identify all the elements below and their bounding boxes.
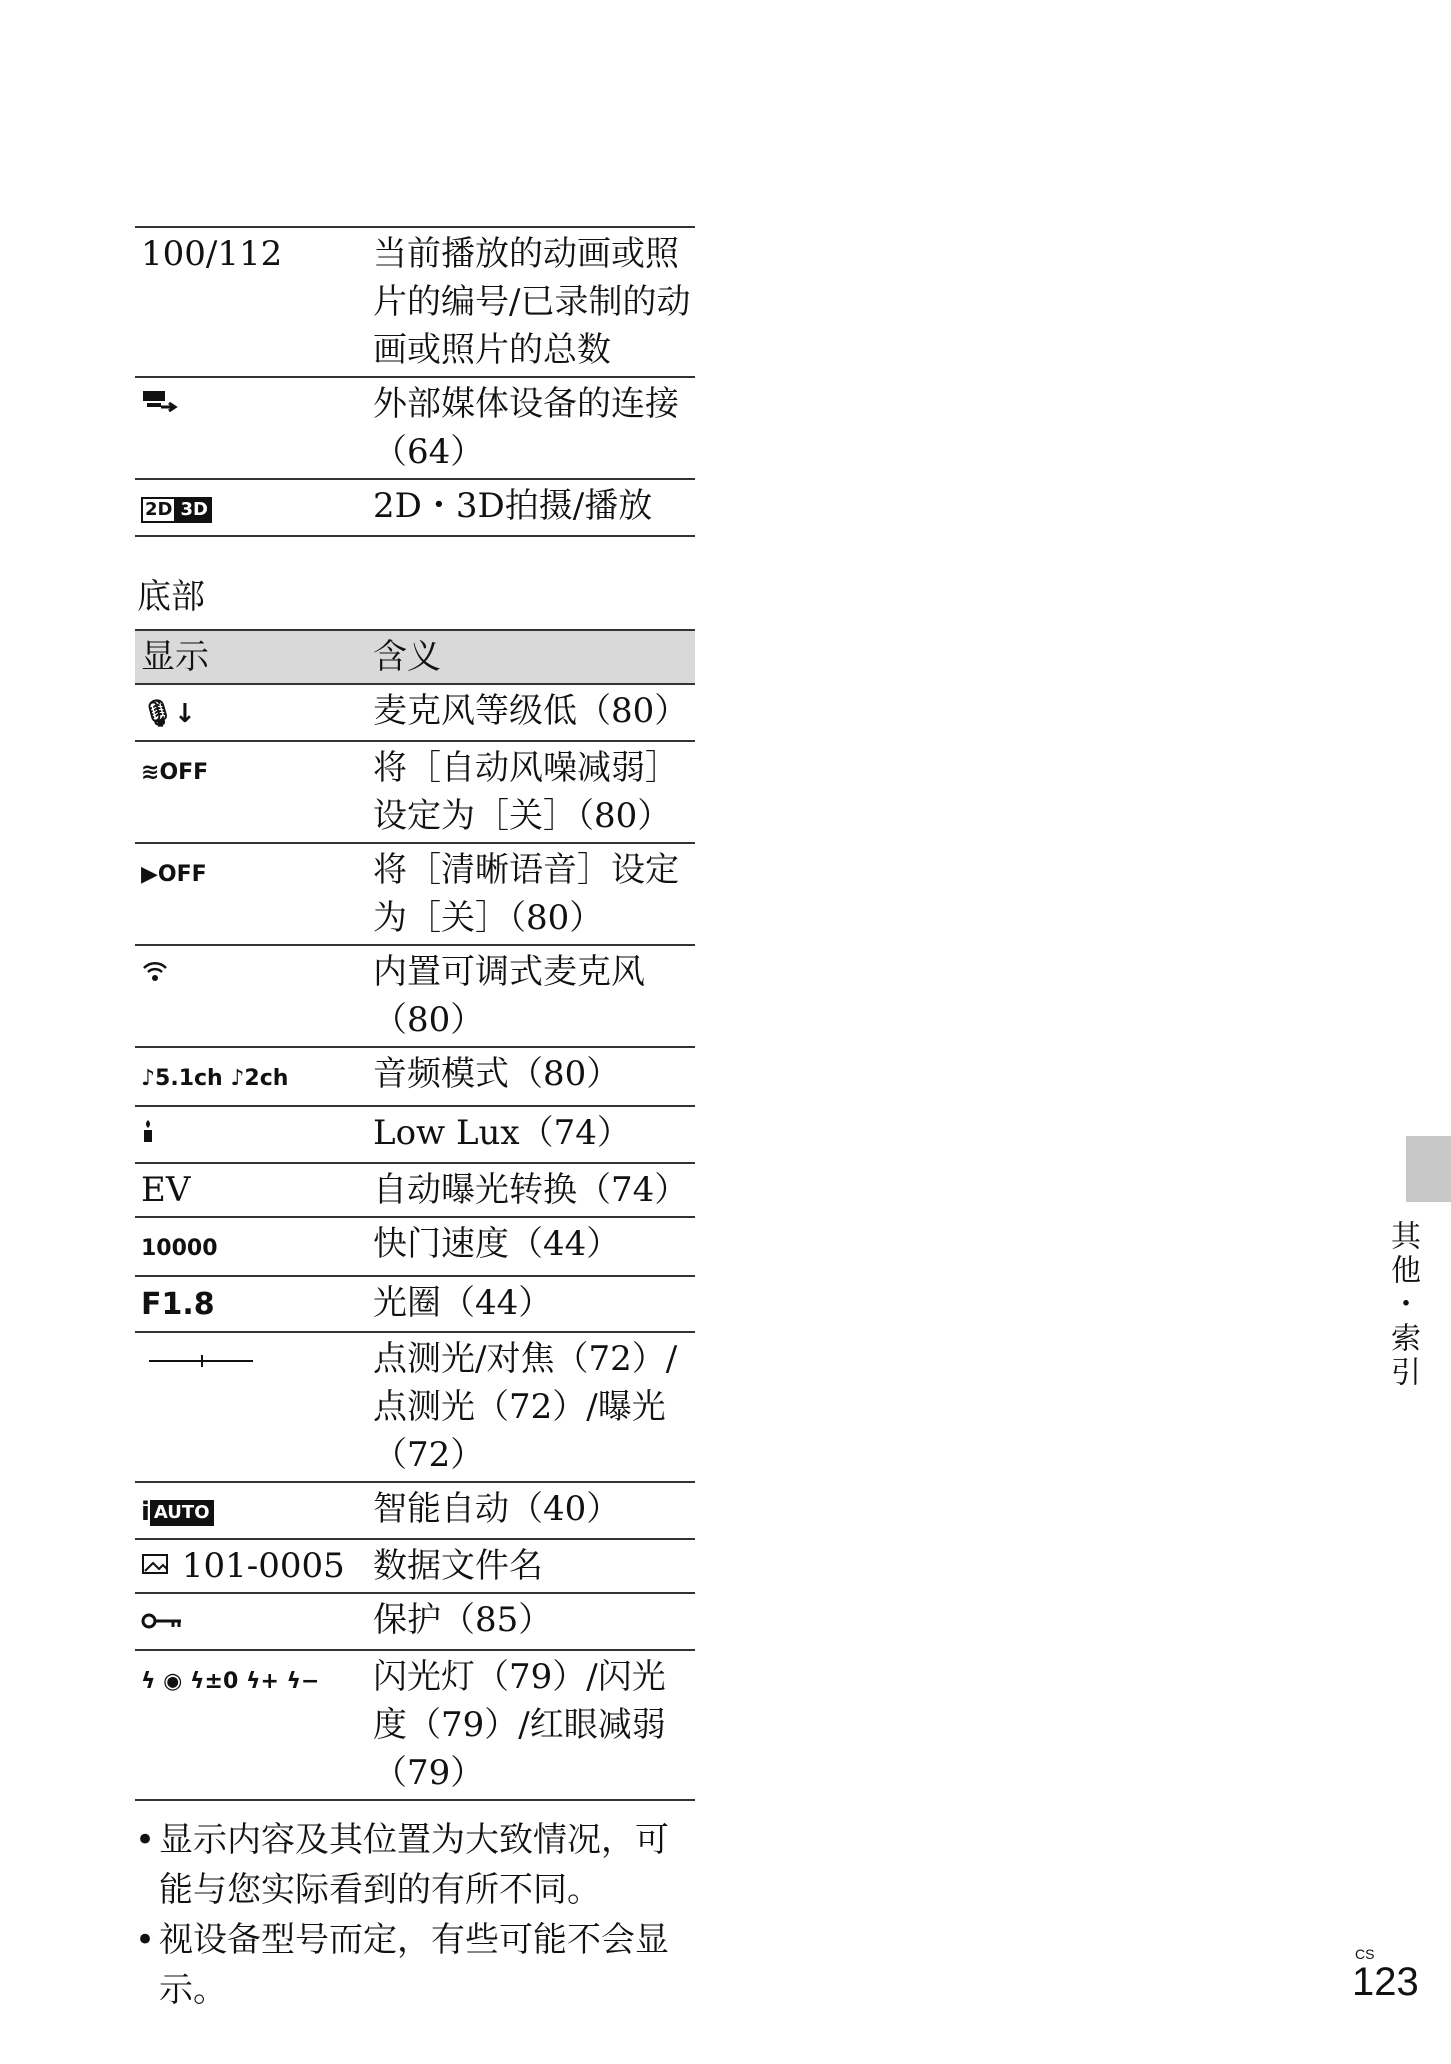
page-number: 123 xyxy=(1352,1960,1419,2004)
top-table xyxy=(135,226,695,537)
content-column xyxy=(135,226,695,2015)
protect-key-icon xyxy=(141,1608,185,1638)
zoom-mic-icon xyxy=(141,960,169,990)
table-row xyxy=(135,1276,695,1332)
header-display: 显示 xyxy=(141,637,209,677)
table-row xyxy=(135,1106,695,1163)
section-title: 底部 xyxy=(137,577,205,617)
table-row xyxy=(135,377,695,479)
table-row xyxy=(135,843,695,945)
mic-low-icon: 🎙↓ xyxy=(141,699,196,729)
photo-file-icon xyxy=(141,1546,171,1586)
meaning-cell: 外部媒体设备的连接（64） xyxy=(373,384,679,472)
header-meaning: 含义 xyxy=(373,637,441,677)
meaning-cell: 智能自动（40） xyxy=(373,1489,621,1529)
table-row xyxy=(135,1047,695,1106)
side-label: 其他・索引 xyxy=(1385,1220,1420,1390)
aperture-value: F1.8 xyxy=(141,1287,215,1322)
table-row xyxy=(135,227,695,377)
table-row xyxy=(135,1482,695,1539)
table-header-row xyxy=(135,630,695,684)
slider-icon xyxy=(141,1355,261,1367)
note-item: • 视设备型号而定，有些可能不会显示。 xyxy=(135,1915,695,2015)
table-row xyxy=(135,1163,695,1217)
meaning-cell: 将［清晰语音］设定为［关］（80） xyxy=(373,850,679,938)
voice-off-icon: ▶OFF xyxy=(141,862,207,887)
meaning-cell: 数据文件名 xyxy=(373,1546,543,1586)
meaning-cell: 内置可调式麦克风（80） xyxy=(373,952,645,1040)
note-item: • 显示内容及其位置为大致情况，可能与您实际看到的有所不同。 xyxy=(135,1815,695,1915)
notes-list xyxy=(135,1815,695,2015)
display-cell: EV xyxy=(141,1170,191,1210)
meaning-cell: 音频模式（80） xyxy=(373,1054,621,1094)
page-superscript: CS xyxy=(1355,1946,1375,1962)
display-cell xyxy=(135,479,369,536)
table-row xyxy=(135,684,695,741)
media-connection-icon xyxy=(141,392,185,422)
display-cell xyxy=(135,377,369,479)
candle-icon xyxy=(141,1121,155,1151)
2d-3d-icon: 2D 3D xyxy=(141,494,212,524)
meaning-cell: 自动曝光转换（74） xyxy=(373,1170,689,1210)
flash-icons: ϟ ◉ ϟ±0 ϟ+ ϟ− xyxy=(141,1669,320,1694)
table-row xyxy=(135,1332,695,1482)
meaning-cell: 闪光灯（79）/闪光度（79）/红眼减弱（79） xyxy=(373,1657,666,1793)
off-label: OFF xyxy=(159,760,209,785)
shutter-speed-value: 10000 xyxy=(141,1236,218,1261)
audio-mode-icon: ♪5.1ch ♪2ch xyxy=(141,1066,289,1091)
table-row xyxy=(135,479,695,536)
off-label: OFF xyxy=(157,862,207,887)
table-row xyxy=(135,1217,695,1276)
table-row xyxy=(135,1539,695,1593)
meaning-cell: 点测光/对焦（72）/点测光（72）/曝光（72） xyxy=(373,1339,678,1475)
meaning-cell: 快门速度（44） xyxy=(373,1224,621,1264)
meaning-cell: Low Lux（74） xyxy=(373,1113,631,1153)
display-cell: 100/112 xyxy=(141,234,283,274)
meaning-cell: 当前播放的动画或照片的编号/已录制的动画或照片的总数 xyxy=(373,234,691,370)
table-row xyxy=(135,741,695,843)
meaning-cell: 麦克风等级低（80） xyxy=(373,691,689,731)
table-row xyxy=(135,945,695,1047)
table-row xyxy=(135,1650,695,1800)
table-row xyxy=(135,1593,695,1650)
auto-label: AUTO xyxy=(150,1500,214,1526)
meaning-cell: 保护（85） xyxy=(373,1600,553,1640)
meaning-cell: 将［自动风噪减弱］设定为［关］（80） xyxy=(373,748,679,836)
bottom-table xyxy=(135,629,695,1801)
meaning-cell: 光圈（44） xyxy=(373,1283,553,1323)
intelligent-auto-icon: i AUTO xyxy=(141,1497,214,1527)
side-tab xyxy=(1406,1136,1451,1202)
file-name-value: 101-0005 xyxy=(181,1546,345,1586)
meaning-cell: 2D・3D拍摄/播放 xyxy=(373,486,653,526)
wind-noise-off-icon: ≋OFF xyxy=(141,760,209,785)
